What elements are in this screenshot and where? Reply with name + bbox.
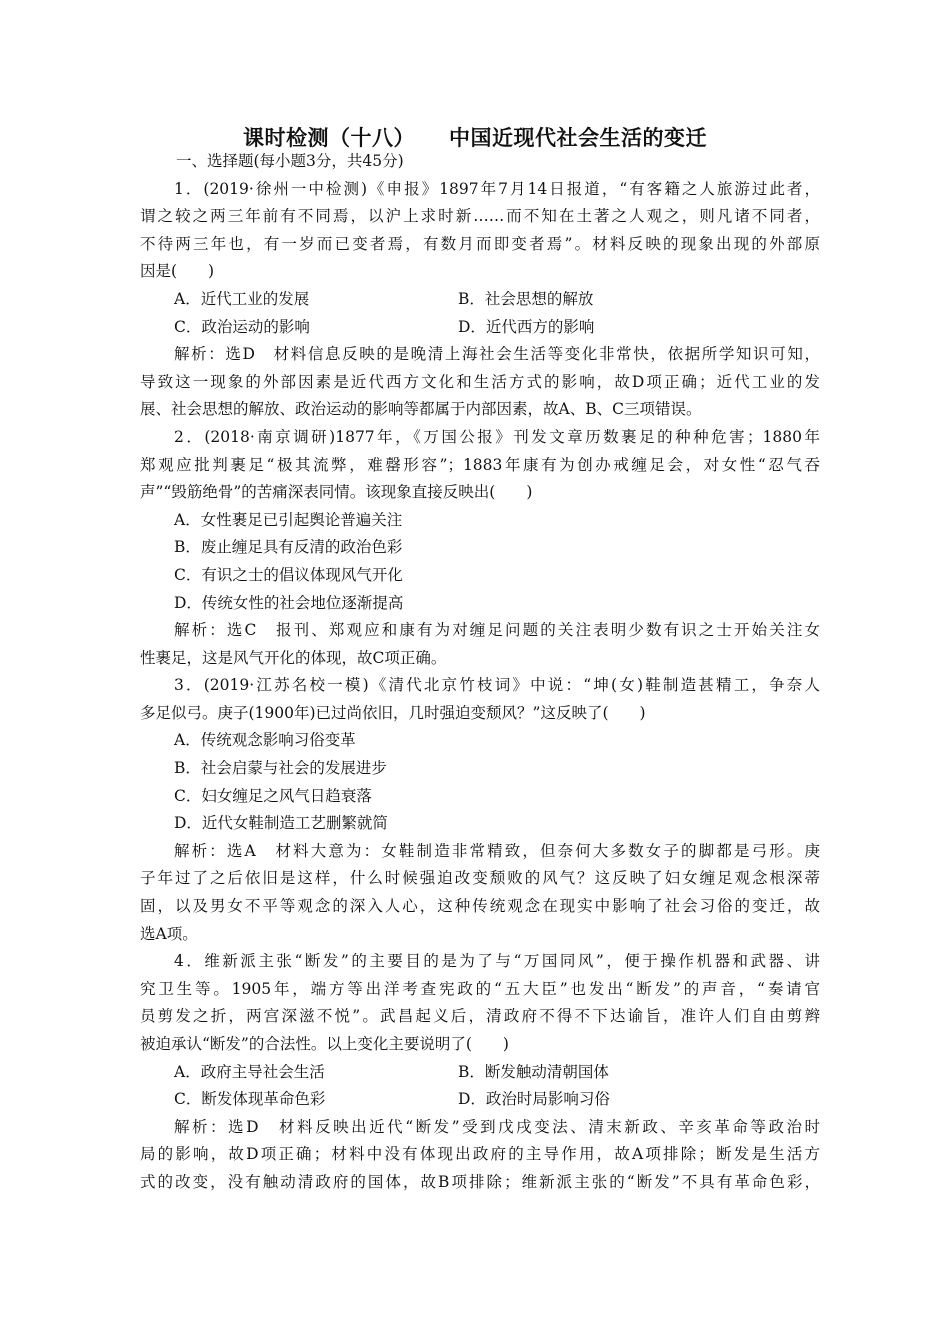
analysis-line: 解析：选D 材料信息反映的是晚清上海社会生活等变化非常快，依据所学知识可知， <box>174 345 820 364</box>
option-c: C．妇女缠足之风气日趋衰落 <box>174 786 372 805</box>
option-c: C．断发体现革命色彩 <box>174 1090 326 1109</box>
option-a: A．政府主导社会生活 <box>174 1062 325 1081</box>
question-text-line: 因是( ) <box>140 262 215 281</box>
option-b: B．社会启蒙与社会的发展进步 <box>174 759 387 778</box>
content-body <box>140 148 820 1197</box>
analysis-line: 局的影响，故D项正确；材料中没有体现出政府的主导作用，故A项排除；断发是生活方 <box>140 1145 820 1164</box>
question-text-line: 被迫承认“断发”的合法性。以上变化主要说明了( ) <box>140 1035 509 1053</box>
option-b: B．废止缠足具有反清的政治色彩 <box>174 538 403 557</box>
question-text-line: 2．(2018·南京调研)1877年，《万国公报》刊发文章历数裹足的种种危害；1880年 <box>174 427 820 446</box>
option-b: B．社会思想的解放 <box>458 289 594 308</box>
analysis-line: 解析：选D 材料反映出近代“断发”受到戊戌变法、清末新政、辛亥革命等政治时 <box>174 1117 820 1136</box>
option-d: D．政治时局影响习俗 <box>458 1090 610 1109</box>
analysis-line: 子年过了之后依旧是这样，什么时候强迫改变颓败的风气？这反映了妇女缠足观念根深蒂 <box>140 869 820 888</box>
question-4 <box>140 948 820 1196</box>
option-c: C．有识之士的倡议体现风气开化 <box>174 565 403 584</box>
option-d: D．近代女鞋制造工艺删繁就简 <box>174 814 388 833</box>
analysis-line: 式的改变，没有触动清政府的国体，故B项排除；维新派主张的“断发”不具有革命色彩， <box>140 1172 820 1191</box>
analysis-line: 解析：选C 报刊、郑观应和康有为对缠足问题的关注表明少数有识之士开始关注女 <box>174 621 820 640</box>
section-header: 一、选择题(每小题3分，共45分) <box>176 152 404 170</box>
analysis-line: 选A项。 <box>140 924 198 943</box>
question-2 <box>140 424 820 672</box>
question-text-line: 谓之较之两三年前有不同焉，以沪上求时新……而不知在土著之人观之，则凡诸不同者， <box>140 207 820 226</box>
option-d: D．传统女性的社会地位逐渐提高 <box>174 593 404 612</box>
question-text-line: 员剪发之折，两宫深滋不悦”。武昌起义后，清政府不得不下达谕旨，准许人们自由剪辫 <box>140 1007 820 1026</box>
question-text-line: 3．(2019·江苏名校一模)《清代北京竹枝词》中说：“坤(女)鞋制造甚精工，争奈人 <box>174 676 820 695</box>
question-text-line: 多足似弓。庚子(1900年)已过尚依旧，几时强迫变颓风？”这反映了( ) <box>140 703 646 722</box>
analysis-line: 固，以及男女不平等观念的深入人心，这种传统观念在现实中影响了社会习俗的变迁，故 <box>140 897 820 916</box>
question-text-line: 声”“毁筋绝骨”的苦痛深表同情。该现象直接反映出( ) <box>140 483 533 502</box>
question-3 <box>140 672 820 948</box>
question-text-line: 不待两三年也，有一岁而已变者焉，有数月而即变者焉”。材料反映的现象出现的外部原 <box>140 234 820 253</box>
question-text-line: 1．(2019·徐州一中检测)《申报》1897年7月14日报道，“有客籍之人旅游过此者， <box>174 179 820 198</box>
question-text-line: 4．维新派主张“断发”的主要目的是为了与“万国同风”，便于操作机器和武器、讲 <box>174 952 820 971</box>
title-right: 中国近现代社会生活的变迁 <box>449 126 707 150</box>
analysis-line: 解析：选A 材料大意为：女鞋制造非常精致，但奈何大多数女子的脚都是弓形。庚 <box>174 841 820 860</box>
options-row <box>140 1086 820 1114</box>
analysis-line: 展、社会思想的解放、政治运动的影响等都属于内部因素，故A、B、C三项错误。 <box>140 400 702 419</box>
title-left: 课时检测（十八） <box>243 126 415 150</box>
options-row <box>140 286 820 314</box>
option-d: D．近代西方的影响 <box>458 317 595 336</box>
question-text-line: 郑观应批判裹足“极其流弊，难罄形容”；1883年康有为创办戒缠足会，对女性“忍气吞 <box>140 455 820 474</box>
analysis-line: 性裹足，这是风气开化的体现，故C项正确。 <box>140 648 447 667</box>
option-b: B．断发触动清朝国体 <box>458 1062 609 1081</box>
question-1 <box>140 176 820 424</box>
analysis-line: 导致这一现象的外部因素是近代西方文化和生活方式的影响，故D项正确；近代工业的发 <box>140 372 820 391</box>
option-a: A．近代工业的发展 <box>174 289 310 308</box>
options-row <box>140 1059 820 1087</box>
question-text-line: 究卫生等。1905年，端方等出洋考查宪政的“五大臣”也发出“断发”的声音，“奏请官 <box>140 979 820 998</box>
option-c: C．政治运动的影响 <box>174 317 310 336</box>
option-a: A．女性裹足已引起舆论普遍关注 <box>174 510 403 529</box>
option-a: A．传统观念影响习俗变革 <box>174 731 356 750</box>
options-row <box>140 314 820 342</box>
